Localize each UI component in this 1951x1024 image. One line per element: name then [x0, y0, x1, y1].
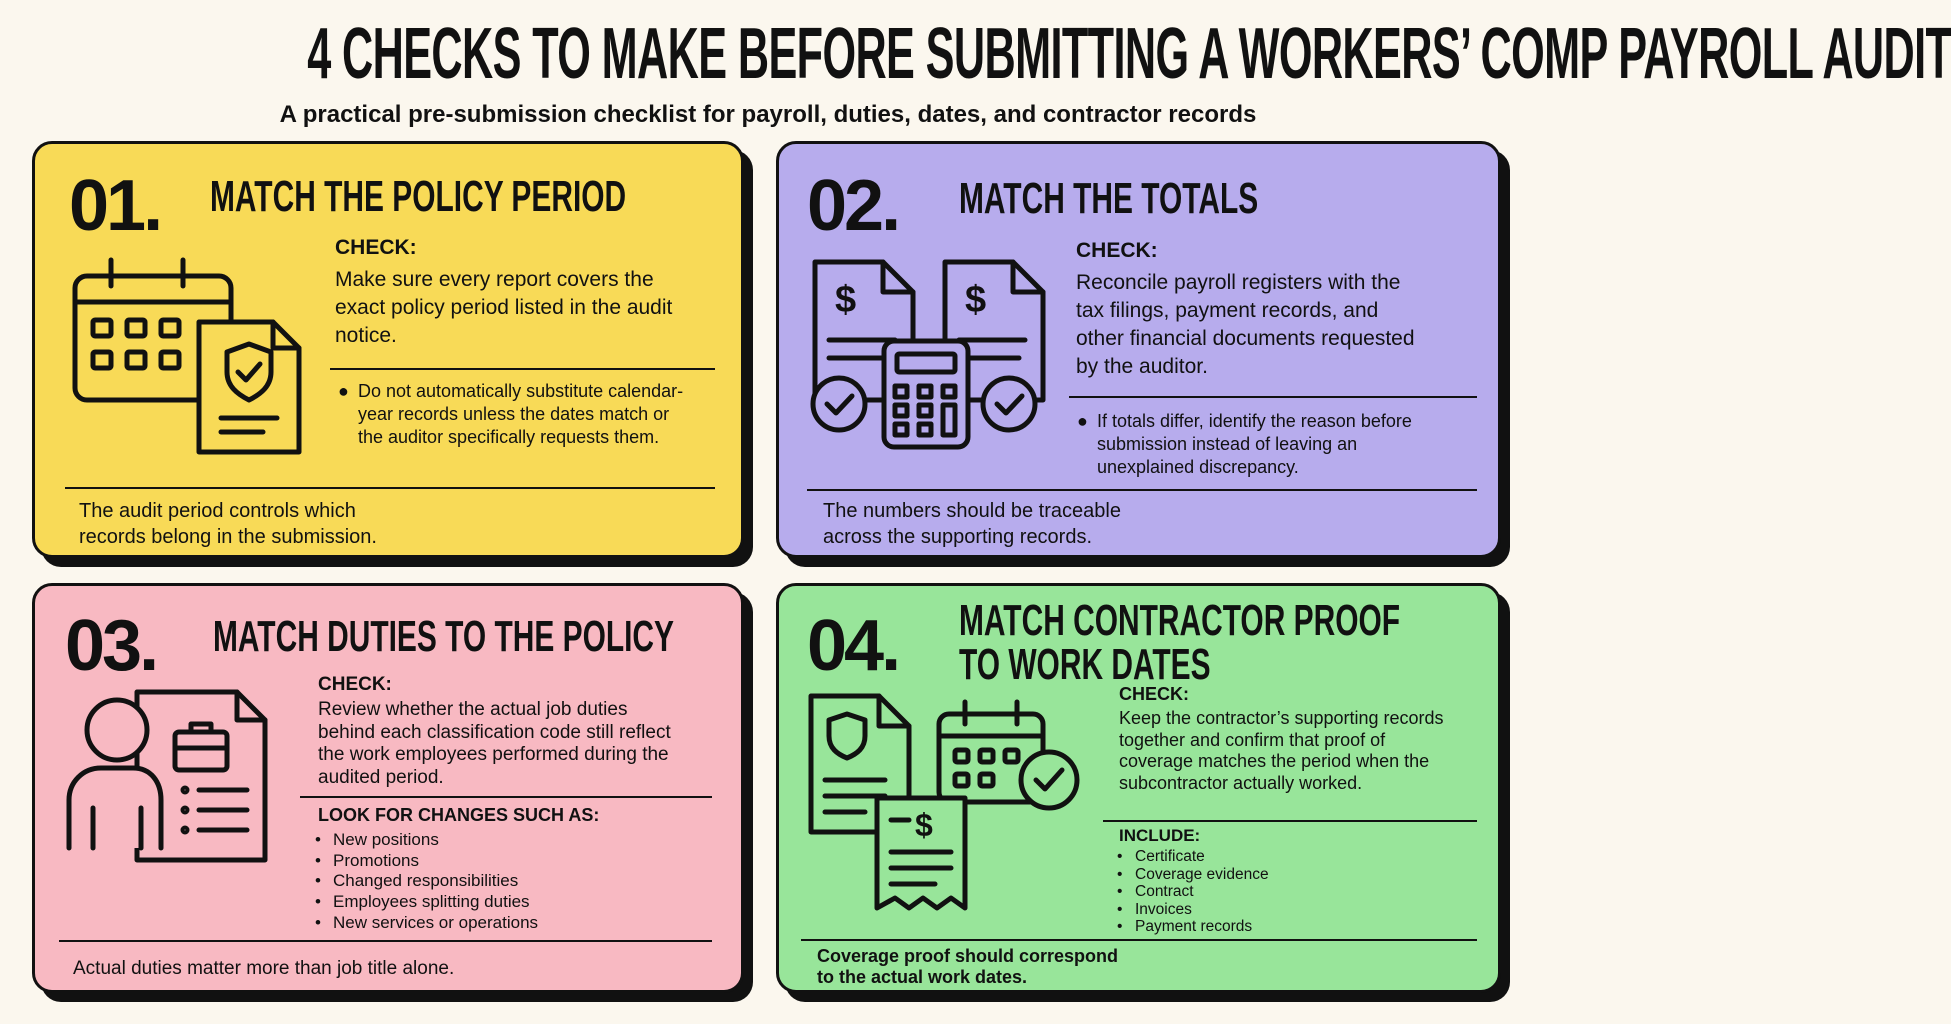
card-heading: MATCH DUTIES TO THE POLICY [213, 612, 675, 661]
check-text: Make sure every report covers the exact policy period listed in the audit notice. [335, 268, 673, 347]
list-item: • New services or operations [315, 913, 538, 934]
changes-list [315, 830, 538, 934]
check-label: CHECK: [335, 236, 417, 259]
list-label: INCLUDE: [1119, 826, 1201, 845]
checkmark-circle-icon [809, 374, 869, 434]
list-item: • Employees splitting duties [315, 892, 538, 913]
list-item: • Payment records [1117, 918, 1269, 936]
divider [1103, 820, 1477, 822]
note-text: If totals differ, identify the reason before submission instead of leaving an unexplained discrepancy. [1097, 411, 1412, 477]
list-item: • Coverage evidence [1117, 866, 1269, 884]
calculator-icon [879, 336, 973, 452]
page-subtitle: A practical pre-submission checklist for payroll, duties, dates, and contractor records [279, 101, 1257, 128]
divider [330, 368, 715, 370]
card-footer: The numbers should be traceable across the supporting records. [823, 500, 1121, 548]
bullet: ● [338, 381, 349, 401]
note [1077, 410, 1437, 479]
divider [59, 940, 712, 942]
shield-document-icon [193, 316, 305, 458]
divider [65, 487, 715, 489]
check-text: Keep the contractor’s supporting records together and confirm that proof of coverage matches the period when the subcontractor actually worked. [1119, 708, 1444, 793]
svg-text:$: $ [965, 279, 987, 321]
check-label: CHECK: [1119, 684, 1189, 704]
list-item: • Changed responsibilities [315, 871, 538, 892]
card-heading: MATCH CONTRACTOR PROOF [959, 596, 1401, 645]
list-item: • Certificate [1117, 848, 1269, 866]
note [338, 380, 698, 449]
card-number: 01. [69, 166, 161, 246]
check-text: Review whether the actual job duties behind each classification code still reflect the work employees performed during the audited period. [318, 699, 671, 788]
check-label: CHECK: [1076, 239, 1158, 262]
card-number: 04. [807, 606, 899, 686]
divider [807, 489, 1477, 491]
card-policy-period [32, 141, 744, 558]
person-icon [63, 696, 167, 856]
card-duties [32, 583, 744, 993]
checkmark-circle-icon [979, 374, 1039, 434]
page-title: 4 CHECKS TO MAKE BEFORE SUBMITTING A WORKERS’ COMP PAYROLL AUDIT [307, 14, 1951, 94]
list-item: • Contract [1117, 883, 1269, 901]
list-item: • New positions [315, 830, 538, 851]
check-text: Reconcile payroll registers with the tax filings, payment records, and other financial documents requested by the auditor. [1076, 271, 1415, 378]
card-heading: MATCH THE TOTALS [959, 174, 1259, 223]
card-footer: Coverage proof should correspond to the actual work dates. [817, 946, 1119, 987]
card-footer: The audit period controls which records belong in the submission. [79, 500, 377, 548]
card-heading: MATCH THE POLICY PERIOD [210, 172, 627, 221]
divider [1069, 396, 1477, 398]
divider [300, 796, 712, 798]
receipt-icon [871, 792, 971, 916]
svg-text:$: $ [915, 807, 933, 843]
include-list [1117, 848, 1269, 936]
divider [801, 939, 1477, 941]
card-totals [776, 141, 1501, 558]
card-heading-line2: TO WORK DATES [959, 640, 1211, 689]
card-number: 02. [807, 166, 899, 246]
list-item: • Promotions [315, 851, 538, 872]
check-label: CHECK: [318, 674, 392, 695]
card-contractor-proof [776, 583, 1501, 993]
card-footer: Actual duties matter more than job title alone. [73, 958, 455, 979]
svg-text:$: $ [835, 279, 857, 321]
list-item: • Invoices [1117, 901, 1269, 919]
card-number: 03. [65, 606, 157, 686]
note-text: Do not automatically substitute calendar-year records unless the dates match or the auditor specifically requests them. [358, 381, 684, 447]
list-label: LOOK FOR CHANGES SUCH AS: [318, 805, 600, 825]
bullet: ● [1077, 411, 1088, 431]
